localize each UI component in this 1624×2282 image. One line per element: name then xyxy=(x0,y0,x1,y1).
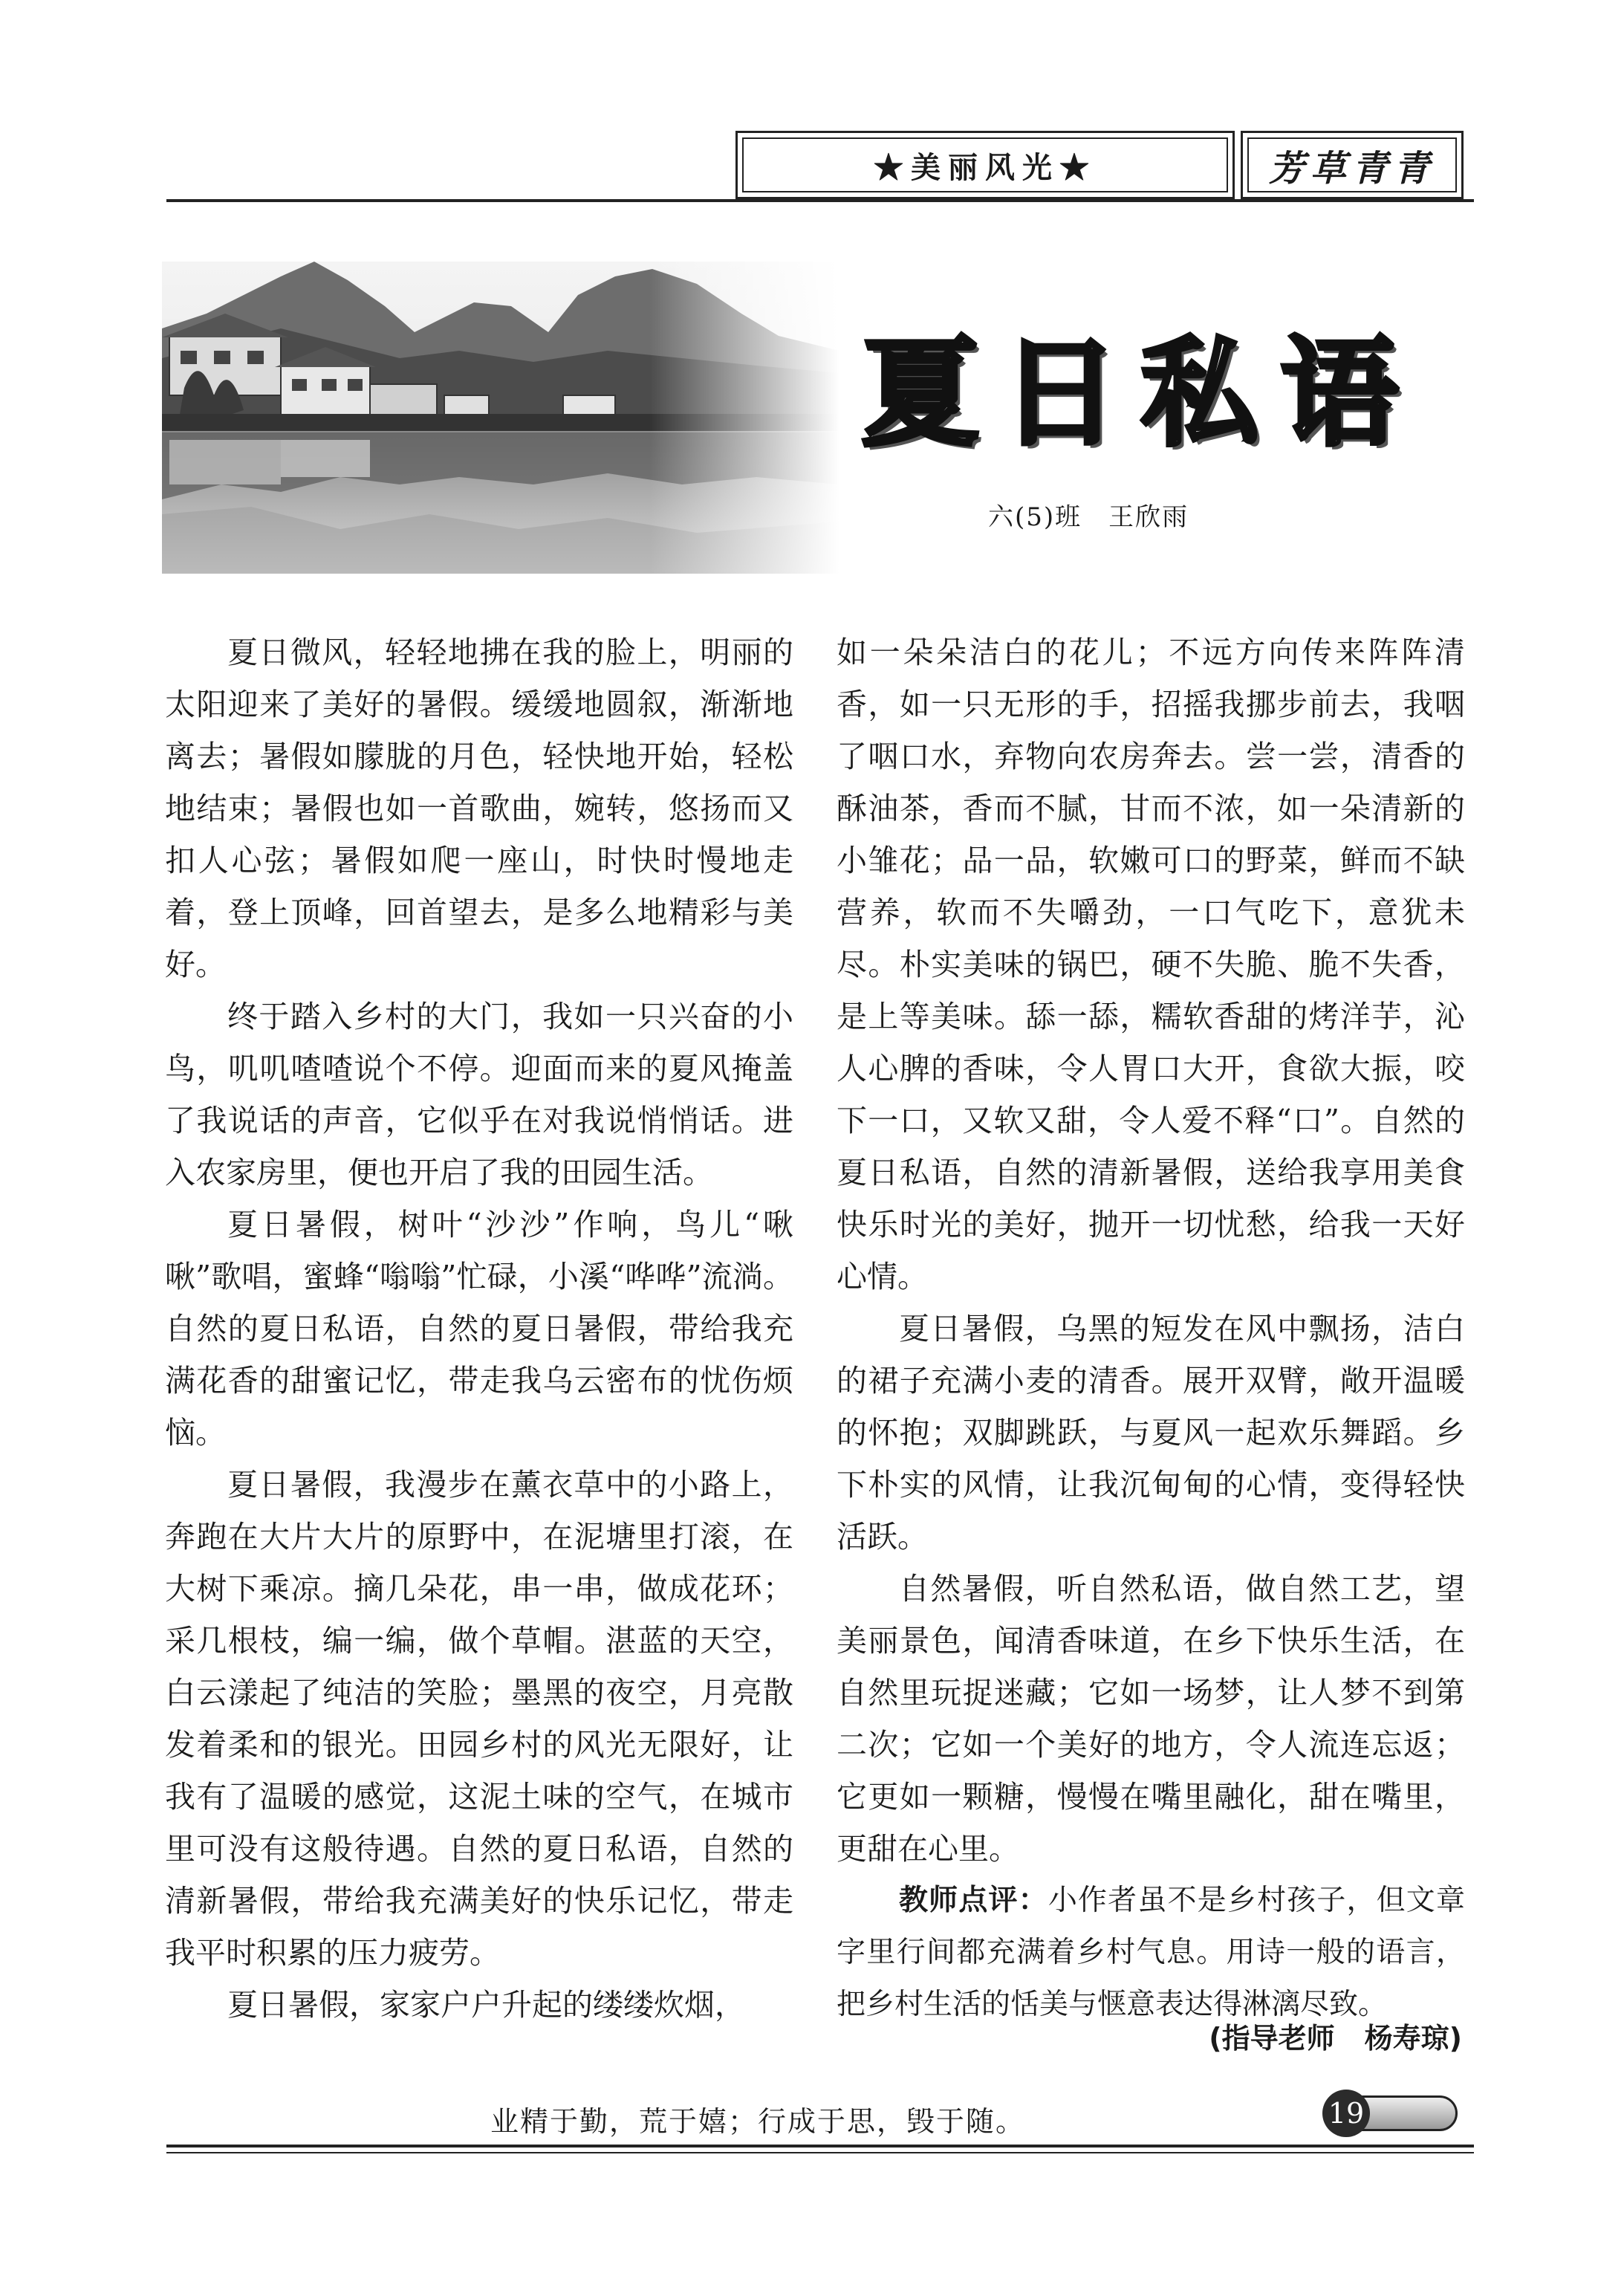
right-column xyxy=(837,626,1465,2031)
page-number: 19 xyxy=(1322,2090,1370,2137)
footer-rule xyxy=(166,2145,1474,2148)
advisor-signoff xyxy=(1209,2015,1462,2056)
byline xyxy=(988,496,1189,533)
author-class: 六(5)班 xyxy=(988,502,1082,532)
paragraph: 夏日暑假，树叶“沙沙”作响，鸟儿“啾啾”歌唱，蜜蜂“嗡嗡”忙碌，小溪“哗哗”流淌。自然的夏日私语，自然的夏日暑假，带给我充满花香的甜蜜记忆，带走我乌云密布的忧伤烦恼。 xyxy=(165,1207,793,1450)
header-rule xyxy=(166,199,1474,202)
left-column xyxy=(165,626,793,2031)
teacher-comment-text: 小作者虽不是乡村孩子，但文章字里行间都充满着乡村气息。用诗一般的语言，把乡村生活的恬美与惬意表达得淋漓尽致。 xyxy=(837,1884,1465,2021)
paragraph: 自然暑假，听自然私语，做自然工艺，望美丽景色，闻清香味道，在乡下快乐生活，在自然里玩捉迷藏；它如一场梦，让人梦不到第二次；它如一个美好的地方，令人流连忘返；它更如一颗糖，慢慢在嘴里融化，甜在嘴里，更甜在心里。 xyxy=(837,1571,1465,1867)
footer-motto: 业精于勤，荒于嬉；行成于思，毁于随。 xyxy=(490,2105,1026,2138)
paragraph: 终于踏入乡村的大门，我如一只兴奋的小鸟，叽叽喳喳说个不停。迎面而来的夏风掩盖了我说话的声音，它似乎在对我说悄悄话。进入农家房里，便也开启了我的田园生活。 xyxy=(165,999,793,1190)
advisor-name: 杨寿琼) xyxy=(1364,2022,1462,2055)
section-label-box xyxy=(735,131,1235,199)
paragraph: 夏日微风，轻轻地拂在我的脸上，明丽的太阳迎来了美好的暑假。缓缓地圆叙，渐渐地离去；暑假如朦胧的月色，轻快地开始，轻松地结束；暑假也如一首歌曲，婉转，悠扬而又扣人心弦；暑假如爬一座山，时快时慢地走着，登上顶峰，回首望去，是多么地精彩与美好。 xyxy=(165,635,793,982)
village-river-photo xyxy=(162,262,839,574)
column-name-box xyxy=(1241,131,1464,199)
paragraph: 夏日暑假，家家户户升起的缕缕炊烟， xyxy=(227,1987,745,2023)
author-name: 王欣雨 xyxy=(1108,502,1189,532)
teacher-comment-label: 教师点评： xyxy=(899,1884,1048,1917)
paragraph-continued: 如一朵朵洁白的花儿；不远方向传来阵阵清香，如一只无形的手，招摇我挪步前去，我咽了咽口水，弃物向农房奔去。尝一尝，清香的酥油茶，香而不腻，甘而不浓，如一朵清新的小雏花；品一品，软嫩可口的野菜，鲜而不缺营养，软而不失嚼劲，一口气吃下，意犹未尽。朴实美味的锅巴，硬不失脆、脆不失香，是上等美味。舔一舔，糯软香甜的烤洋芋，沁人心脾的香味，令人胃口大开，食欲大振，咬下一口，又软又甜，令人爱不释“口”。自然的夏日私语，自然的清新暑假，送给我享用美食快乐时光的美好，抛开一切忧愁，给我一天好心情。 xyxy=(837,635,1465,1294)
advisor-label: (指导老师 xyxy=(1209,2022,1335,2055)
footer-rule-thin xyxy=(166,2152,1474,2153)
column-name: 芳草青青 xyxy=(1247,137,1457,192)
paragraph: 夏日暑假，乌黑的短发在风中飘扬，洁白的裙子充满小麦的清香。展开双臂，敞开温暖的怀抱；双脚跳跃，与夏风一起欢乐舞蹈。乡下朴实的风情，让我沉甸甸的心情，变得轻快活跃。 xyxy=(837,1311,1465,1555)
section-label: ★美丽风光★ xyxy=(742,137,1228,192)
article-title: 夏日私语 xyxy=(862,325,1420,462)
teacher-comment xyxy=(837,1875,1465,2031)
paragraph: 夏日暑假，我漫步在薰衣草中的小路上，奔跑在大片大片的原野中，在泥塘里打滚，在大树下乘凉。摘几朵花，串一串，做成花环；采几根枝，编一编，做个草帽。湛蓝的天空，白云漾起了纯洁的笑脸；墨黑的夜空，月亮散发着柔和的银光。田园乡村的风光无限好，让我有了温暖的感觉，这泥土味的空气，在城市里可没有这般待遇。自然的夏日私语，自然的清新暑假，带给我充满美好的快乐记忆，带走我平时积累的压力疲劳。 xyxy=(165,1467,793,1971)
